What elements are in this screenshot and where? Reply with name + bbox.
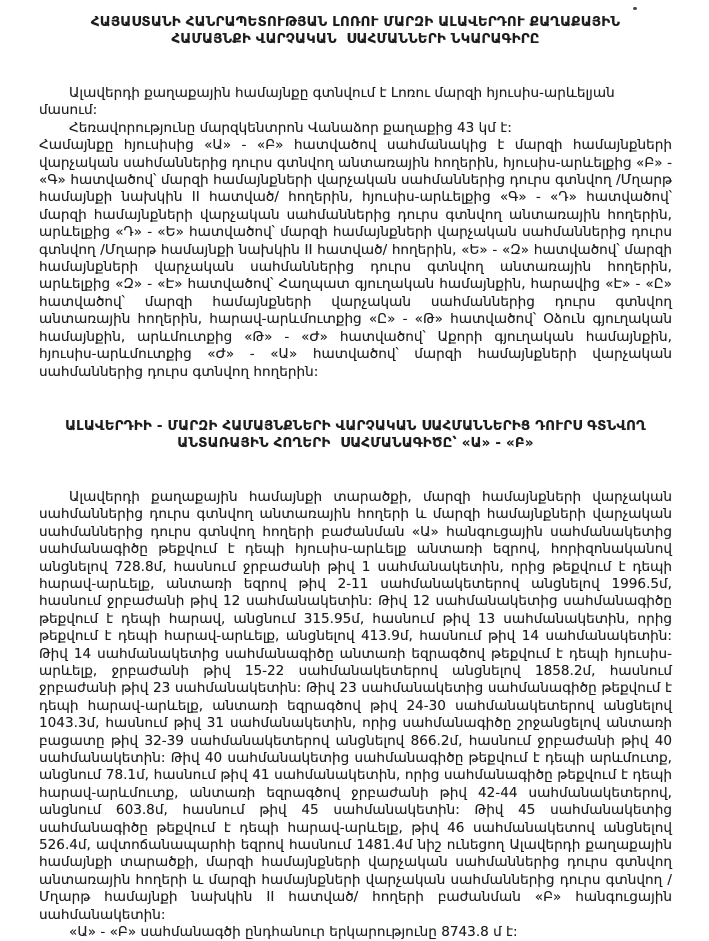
intro-location-line: Ալավերդի քաղաքային համայնքը գտնվում է Լոռու մարզի հյուսիս-արևելյան մասում:	[39, 85, 615, 119]
section-title-line-1: ԱԼԱՎԵՐԴԻԻ - ՄԱՐԶԻ ՀԱՄԱՅՆՔՆԵՐԻ ՎԱՐՉԱԿԱՆ ՍԱՀՄԱՆՆԵՐԻՑ ԴՈՒՐՍ ԳՏՆՎՈՂ	[65, 418, 646, 434]
scan-artifact-dot	[633, 7, 637, 10]
intro-distance-line: Հեռավորությունը մարզկենտրոն Վանաձոր քաղաքից 43 կմ է:	[69, 119, 512, 136]
section-title-line-2: ԱՆՏԱՌԱՅԻՆ ՀՈՂԵՐԻ ՍԱՀՄԱՆԱԳԻԾԸ՝ «Ա» - «Բ»	[177, 435, 534, 451]
document-title-line-2: ՀԱՄԱՅՆՔԻ ՎԱՐՉԱԿԱՆ ՍԱՀՄԱՆՆԵՐԻ ՆԿԱՐԱԳԻՐԸ	[171, 32, 540, 47]
intro-block	[39, 85, 672, 381]
document-title-line-1: ՀԱՅԱՍՏԱՆԻ ՀԱՆՐԱՊԵՏՈՒԹՅԱՆ ԼՈՌՈՒ ՄԱՐԶԻ ԱԼԱՎԵՐԴՈՒ ՔԱՂԱՔԱՅԻՆ	[90, 15, 621, 30]
boundaries-paragraph: Համայնքը հյուսիսից «Ա» - «Բ» հատվածով սահմանակից է մարզի համայնքների վարչական սահմաններից դուրս գտնվող անտառային հողերին, հյուսիս-արևելքից «Բ» - «Գ» հատվածով՝ մարզի համայնքների վարչական սահմաններից դուրս գտնվող /Մղարթ համայնքի նախկին II հատված/ հողերին, հյուսիս-արևելքից «Գ» - «Դ» հատվածով՝ մարզի համայնքների վարչական սահմաններից դուրս գտնվող անտառային հողերին, արևելքից «Դ» - «Ե» հատվածով՝ մարզի համայնքների վարչական սահմաններից դուրս գտնվող /Մղարթ համայնքի նախկին II հատված/ հողերին, «Ե» - «Զ» հատվածով՝ մարզի համայնքների վարչական սահմաններից դուրս գտնվող անտառային հողերին, արևելքից «Զ» - «Է» հատվածով՝ Հաղպատ գյուղական համայնքին, հարավից «Է» - «Ը» հատվածով՝ մարզի համայնքների վարչական սահմաններից դուրս գտնվող անտառային հողերին, հարավ-արևմուտքից «Ը» - «Թ» հատվածով՝ Օձուն գյուղական համայնքին, արևմուտքից «Թ» - «Ժ» հատվածով՝ Աքորի գյուղական համայնքին, հյուսիս-արևմուտքից «Ժ» - «Ա» հատվածով՝ մարզի համայնքների վարչական սահմաններից դուրս գտնվող հողերին:	[39, 137, 672, 380]
document-title	[39, 14, 672, 48]
total-length-line: «Ա» - «Բ» սահմանագծի ընդհանուր երկարությունը 8743.8 մ է:	[69, 924, 518, 941]
delimitation-paragraph: Ալավերդի քաղաքային համայնքի տարածքի, մարզի համայնքների վարչական սահմաններից դուրս գտնվող անտառային հողերի և մարզի համայնքների վարչական սահմաններից դուրս գտնվող հողերի բաժանման «Ա» հանգուցային սահմանակետից սահմանագիծը թեքվում է դեպի հյուսիս-արևելք անտառի եզրով, հորիզոնականով անցնելով 728.8մ, հասնում ջրբաժանի թիվ 1 սահմանակետին, որից թեքվում է դեպի հարավ-արևելք, անտառի եզրով թիվ 2-11 սահմանակետերով անցնելով 1996.5մ, հասնում ջրբաժանի թիվ 12 սահմանակետին: Թիվ 12 սահմանակետից սահմանագիծը թեքվում է դեպի հարավ, անցնում 315.95մ, հասնում թիվ 13 սահմանակետին, որից թեքվում է դեպի հարավ-արևելք, անցնելով 413.9մ, հասնում թիվ 14 սահմանակետին: Թիվ 14 սահմանակետից սահմանագիծը անտառի եզրագծով թեքվում է դեպի հյուսիս-արևելք, ջրբաժանի թիվ 15-22 սահմանակետերով անցնելով 1858.2մ, հասնում ջրբաժանի թիվ 23 սահմանակետին: Թիվ 23 սահմանակետից սահմանագիծը թեքվում է դեպի հարավ-արևելք, անտառի եզրագծով թիվ 24-30 սահմանակետերով անցնելով 1043.3մ, հասնում թիվ 31 սահմանակետին, որից սահմանագիծը շրջանցելով անտառի բացատը թիվ 32-39 սահմանակետերով անցնելով 866.2մ, հասնում ջրբաժանի թիվ 40 սահմանակետին: Թիվ 40 սահմանակետից սահմանագիծը թեքվում է դեպի արևմուտք, անցնում 78.1մ, հասնում թիվ 41 սահմանակետին, որից սահմանագիծը թեքվում է դեպի հարավ-արևմուտք, անտառի եզրագծով ջրբաժանի թիվ 42-44 սահմանակետերով, անցնում 603.8մ, հասնում թիվ 45 սահմանակետին: Թիվ 45 սահմանակետից սահմանագիծը թեքվում է դեպի հարավ-արևելք, թիվ 46 սահմանակետով անցնելով 526.4մ, ավտոճանապարհի եզրով հասնում 1481.4մ նիշ ունեցող Ալավերդի քաղաքային համայնքի տարածքի, մարզի համայնքների վարչական սահմաններից դուրս գտնվող անտառային հողերի և մարզի համայնքների վարչական սահմաններից դուրս գտնվող /Մղարթ համայնքի նախկին II հատված/ հողերի բաժանման «Բ» հանգուցային սահմանակետին:	[39, 488, 672, 923]
section-title	[39, 418, 672, 452]
